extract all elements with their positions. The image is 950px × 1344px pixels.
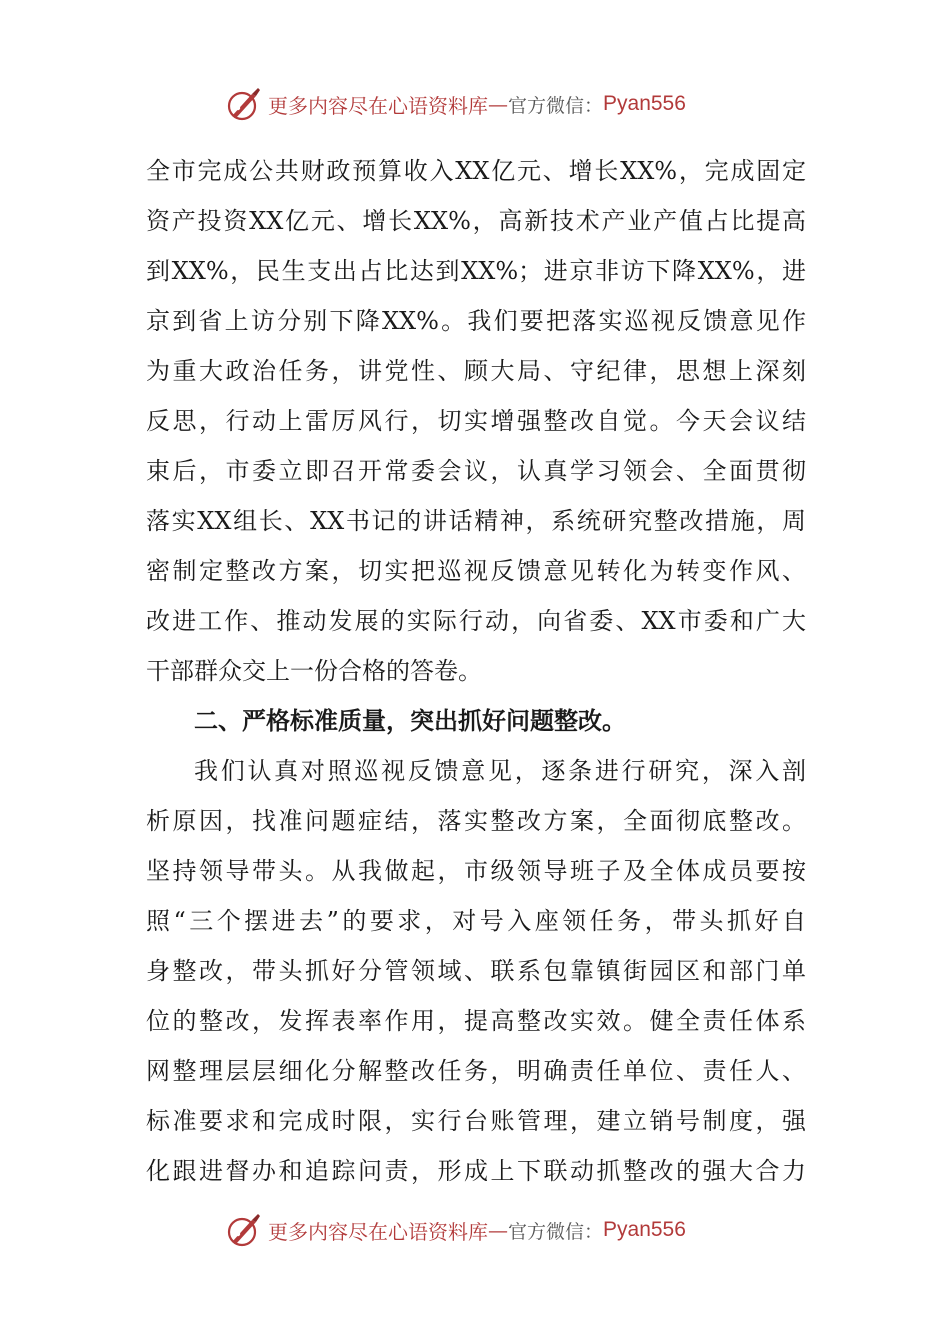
banner-brand: 更多内容尽在心语资料库 (268, 1219, 488, 1244)
header-banner (226, 84, 746, 124)
banner-wechat-id: Pyan556 (603, 92, 686, 115)
text-line: 全市完成公共财政预算收入XX亿元、增长XX%，完成固定 (146, 157, 806, 185)
pen-in-circle-logo (226, 86, 262, 122)
text-line: 网整理层层细化分解整改任务，明确责任单位、责任人、 (146, 1057, 806, 1085)
banner-wechat-id: Pyan556 (603, 1218, 686, 1241)
section-heading: 二、严格标准质量，突出抓好问题整改。 (194, 707, 626, 735)
banner-wechat-label: 官方微信： (508, 94, 604, 117)
text-line: 照“三个摆进去”的要求，对号入座领任务，带头抓好自 (146, 907, 806, 935)
banner-wechat-label: 官方微信： (508, 1220, 604, 1243)
text-line: 位的整改，发挥表率作用，提高整改实效。健全责任体系 (146, 1007, 806, 1035)
banner-brand: 更多内容尽在心语资料库 (268, 93, 488, 118)
text-line: 化跟进督办和追踪问责，形成上下联动抓整改的强大合力 (146, 1157, 806, 1185)
text-line: 束后，市委立即召开常委会议，认真学习领会、全面贯彻 (146, 457, 806, 485)
text-line: 析原因，找准问题症结，落实整改方案，全面彻底整改。 (146, 807, 806, 835)
text-line: 京到省上访分别下降XX%。我们要把落实巡视反馈意见作 (146, 307, 806, 335)
footer-banner (226, 1210, 746, 1250)
text-line: 密制定整改方案，切实把巡视反馈意见转化为转变作风、 (146, 557, 806, 585)
banner-dash: — (488, 1218, 508, 1242)
text-line: 我们认真对照巡视反馈意见，逐条进行研究，深入剖 (194, 757, 806, 785)
text-line: 身整改，带头抓好分管领域、联系包靠镇街园区和部门单 (146, 957, 806, 985)
document-body (146, 146, 806, 1196)
pen-in-circle-logo (226, 1212, 262, 1248)
text-line: 干部群众交上一份合格的答卷。 (146, 657, 482, 685)
text-line: 改进工作、推动发展的实际行动，向省委、XX市委和广大 (146, 607, 806, 635)
text-line: 落实XX组长、XX书记的讲话精神，系统研究整改措施，周 (146, 507, 806, 535)
text-line: 标准要求和完成时限，实行台账管理，建立销号制度，强 (146, 1107, 806, 1135)
text-line: 为重大政治任务，讲党性、顾大局、守纪律，思想上深刻 (146, 357, 806, 385)
text-line: 到XX%，民生支出占比达到XX%；进京非访下降XX%，进 (146, 257, 806, 285)
text-line: 反思，行动上雷厉风行，切实增强整改自觉。今天会议结 (146, 407, 806, 435)
text-line: 资产投资XX亿元、增长XX%，高新技术产业产值占比提高 (146, 207, 806, 235)
text-line: 坚持领导带头。从我做起，市级领导班子及全体成员要按 (146, 857, 806, 885)
banner-dash: — (488, 92, 508, 116)
